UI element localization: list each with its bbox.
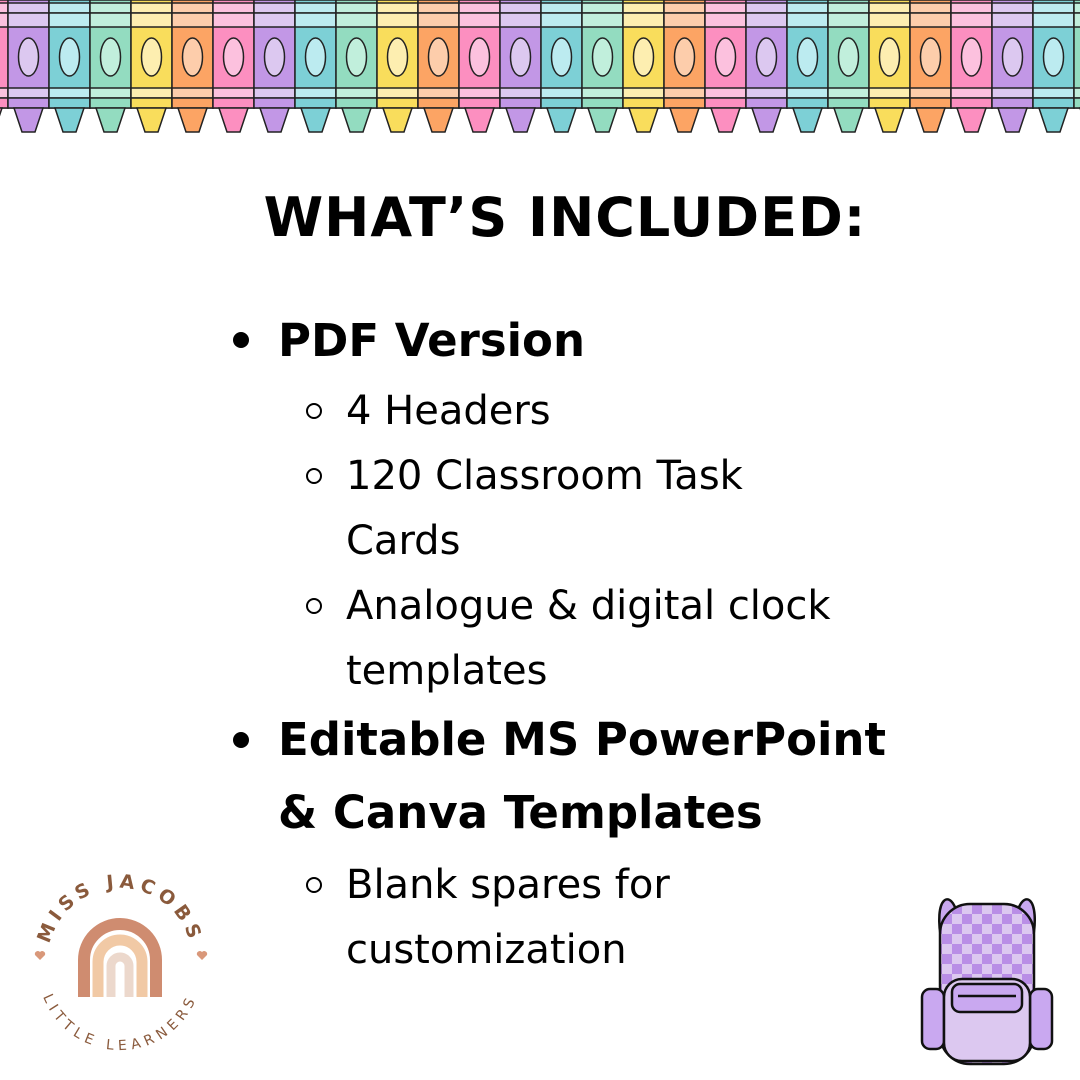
- svg-text:LITTLE LEARNERS: LITTLE LEARNERS: [39, 991, 201, 1055]
- page-title: WHAT’S INCLUDED:: [263, 186, 867, 249]
- crayon: [336, 0, 377, 132]
- crayon-border: [0, 0, 1080, 140]
- bullet-icon: [233, 332, 249, 348]
- crayon: [1033, 0, 1074, 132]
- crayon: [295, 0, 336, 132]
- sub-item-cont: templates: [346, 648, 548, 694]
- miss-jacobs-logo: [20, 860, 220, 1060]
- crayon: [869, 0, 910, 132]
- sub-item-cont: Cards: [346, 518, 461, 564]
- sub-item: Analogue & digital clock: [346, 583, 831, 629]
- crayon: [172, 0, 213, 132]
- crayon: [664, 0, 705, 132]
- crayon: [541, 0, 582, 132]
- bullet-icon: [233, 732, 249, 748]
- crayon: [459, 0, 500, 132]
- crayon: [582, 0, 623, 132]
- item-pdf-version: PDF Version: [278, 314, 585, 367]
- crayon: [418, 0, 459, 132]
- sub-item-cont: customization: [346, 927, 627, 973]
- crayon: [49, 0, 90, 132]
- sub-item: 4 Headers: [346, 388, 551, 434]
- crayon: [500, 0, 541, 132]
- crayon: [705, 0, 746, 132]
- sub-item: Blank spares for: [346, 862, 670, 908]
- sub-item: 120 Classroom Task: [346, 453, 743, 499]
- backpack-icon: [912, 884, 1062, 1074]
- svg-text:MISS JACOBS: MISS JACOBS: [33, 870, 207, 946]
- crayon: [254, 0, 295, 132]
- crayon: [746, 0, 787, 132]
- sub-bullet-icon: [306, 598, 322, 614]
- crayon: [910, 0, 951, 132]
- crayon: [1074, 0, 1080, 132]
- sub-bullet-icon: [306, 877, 322, 893]
- crayon: [8, 0, 49, 132]
- crayon: [90, 0, 131, 132]
- crayon: [131, 0, 172, 132]
- crayon: [623, 0, 664, 132]
- crayon: [951, 0, 992, 132]
- sub-bullet-icon: [306, 403, 322, 419]
- crayon: [787, 0, 828, 132]
- crayon: [377, 0, 418, 132]
- sub-bullet-icon: [306, 468, 322, 484]
- item-editable: Editable MS PowerPoint: [278, 713, 886, 766]
- item-editable-cont: & Canva Templates: [278, 786, 763, 839]
- crayon: [992, 0, 1033, 132]
- crayon: [213, 0, 254, 132]
- crayon: [828, 0, 869, 132]
- crayon: [0, 0, 8, 132]
